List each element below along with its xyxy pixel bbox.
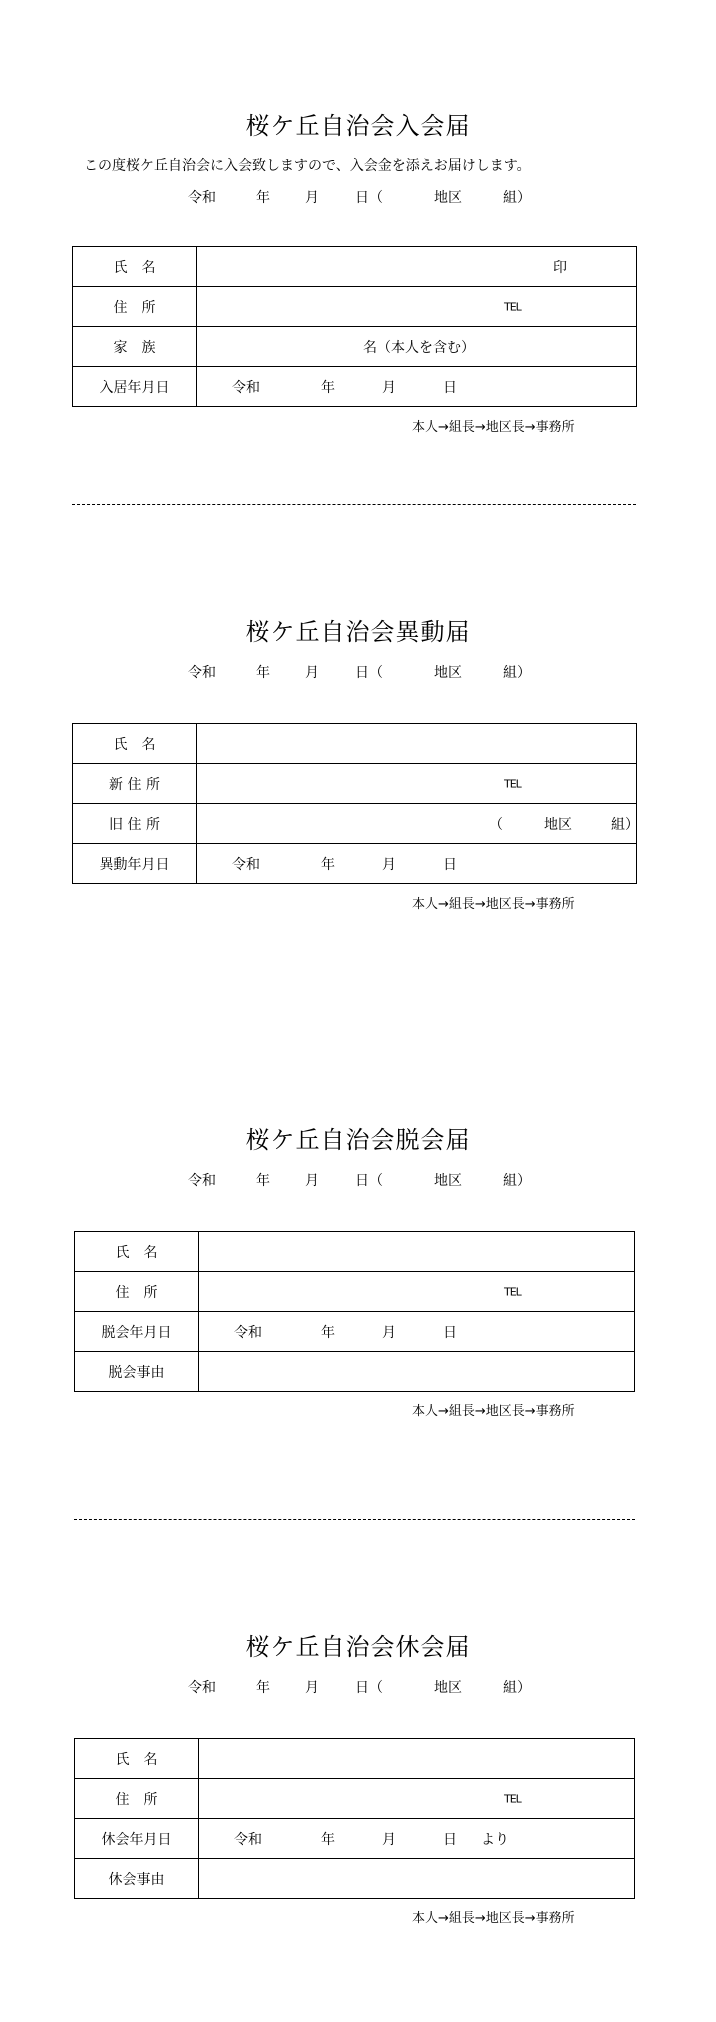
- change-table: [72, 723, 637, 884]
- date-year: 年: [321, 1324, 335, 1341]
- dateline-year: 年: [256, 1173, 270, 1189]
- dateline-month: 月: [305, 665, 319, 681]
- address-field[interactable]: [197, 287, 637, 327]
- dateline-year: 年: [256, 1680, 270, 1696]
- change-date-label: 異動年月日: [73, 844, 197, 884]
- dateline-day: 日（: [355, 665, 383, 681]
- suspend-reason-label: 休会事由: [75, 1859, 199, 1899]
- address-label: 住 所: [75, 1272, 199, 1312]
- new-address-label: 新 住 所: [73, 764, 197, 804]
- table-row: [75, 1739, 635, 1779]
- change-routing-note: 本人→組長→地区長→事務所: [412, 897, 575, 912]
- dateline-day: 日（: [355, 1173, 383, 1189]
- table-row: [75, 1819, 635, 1859]
- name-field[interactable]: [197, 724, 637, 764]
- dateline-year: 年: [256, 190, 270, 206]
- tel-label: TEL: [504, 300, 521, 313]
- address-label: 住 所: [75, 1779, 199, 1819]
- dateline-year: 年: [256, 665, 270, 681]
- suspend-routing-note: 本人→組長→地区長→事務所: [412, 1911, 575, 1926]
- date-month: 月: [382, 856, 396, 873]
- leave-date-field[interactable]: [199, 1312, 635, 1352]
- cut-line: [74, 1519, 635, 1520]
- table-row: [75, 1779, 635, 1819]
- table-row: [73, 287, 637, 327]
- table-row: [75, 1352, 635, 1392]
- seal-mark: 印: [553, 259, 567, 276]
- suspend-date-field[interactable]: [199, 1819, 635, 1859]
- date-day: 日: [443, 379, 457, 396]
- join-table: [72, 246, 637, 407]
- old-address-open-paren: （: [489, 816, 503, 833]
- address-label: 住 所: [73, 287, 197, 327]
- dateline-district: 地区: [434, 1680, 462, 1696]
- suspend-reason-field[interactable]: [199, 1859, 635, 1899]
- suspend-date-label: 休会年月日: [75, 1819, 199, 1859]
- cut-line: [72, 504, 636, 505]
- date-day: 日: [443, 1324, 457, 1341]
- date-day: 日: [443, 1831, 457, 1848]
- date-month: 月: [382, 1831, 396, 1848]
- date-year: 年: [321, 1831, 335, 1848]
- table-row: [73, 724, 637, 764]
- family-label: 家 族: [73, 327, 197, 367]
- tel-label: TEL: [504, 1792, 521, 1805]
- move-in-date-field[interactable]: [197, 367, 637, 407]
- leave-reason-label: 脱会事由: [75, 1352, 199, 1392]
- dateline-group: 組）: [503, 190, 531, 206]
- leave-form-title: 桜ケ丘自治会脱会届: [245, 1126, 471, 1154]
- table-row: [73, 247, 637, 287]
- table-row: [75, 1232, 635, 1272]
- dateline-district: 地区: [434, 665, 462, 681]
- leave-table: [74, 1231, 635, 1392]
- leave-date-label: 脱会年月日: [75, 1312, 199, 1352]
- new-address-field[interactable]: [197, 764, 637, 804]
- table-row: [75, 1312, 635, 1352]
- address-field[interactable]: [199, 1779, 635, 1819]
- suspend-table: [74, 1738, 635, 1899]
- date-year: 年: [321, 856, 335, 873]
- name-label: 氏 名: [73, 247, 197, 287]
- join-form-title: 桜ケ丘自治会入会届: [245, 112, 471, 140]
- name-field[interactable]: [199, 1739, 635, 1779]
- tel-label: TEL: [504, 1285, 521, 1298]
- date-year: 年: [321, 379, 335, 396]
- table-row: [75, 1272, 635, 1312]
- name-field[interactable]: [197, 247, 637, 287]
- table-row: [73, 844, 637, 884]
- change-date-field[interactable]: [197, 844, 637, 884]
- name-label: 氏 名: [75, 1739, 199, 1779]
- dateline-era: 令和: [188, 1680, 216, 1696]
- leave-routing-note: 本人→組長→地区長→事務所: [412, 1404, 575, 1419]
- move-in-date-label: 入居年月日: [73, 367, 197, 407]
- table-row: [75, 1859, 635, 1899]
- tel-label: TEL: [504, 777, 521, 790]
- date-day: 日: [443, 856, 457, 873]
- table-row: [73, 367, 637, 407]
- address-field[interactable]: [199, 1272, 635, 1312]
- old-address-group: 組）: [611, 816, 639, 833]
- old-address-field[interactable]: [197, 804, 637, 844]
- old-address-label: 旧 住 所: [73, 804, 197, 844]
- name-field[interactable]: [199, 1232, 635, 1272]
- dateline-group: 組）: [503, 1680, 531, 1696]
- date-from: より: [481, 1831, 509, 1848]
- date-month: 月: [382, 1324, 396, 1341]
- leave-reason-field[interactable]: [199, 1352, 635, 1392]
- suspend-form-title: 桜ケ丘自治会休会届: [245, 1633, 471, 1661]
- dateline-district: 地区: [434, 1173, 462, 1189]
- change-form-title: 桜ケ丘自治会異動届: [245, 618, 471, 646]
- name-label: 氏 名: [75, 1232, 199, 1272]
- date-era: 令和: [232, 856, 260, 873]
- date-era: 令和: [232, 379, 260, 396]
- date-era: 令和: [234, 1831, 262, 1848]
- dateline-day: 日（: [355, 1680, 383, 1696]
- table-row: [73, 804, 637, 844]
- old-address-district: 地区: [544, 816, 572, 833]
- dateline-month: 月: [305, 1173, 319, 1189]
- dateline-era: 令和: [188, 1173, 216, 1189]
- dateline-group: 組）: [503, 665, 531, 681]
- dateline-day: 日（: [355, 190, 383, 206]
- dateline-group: 組）: [503, 1173, 531, 1189]
- join-routing-note: 本人→組長→地区長→事務所: [412, 420, 575, 435]
- date-month: 月: [382, 379, 396, 396]
- table-row: [73, 327, 637, 367]
- dateline-district: 地区: [434, 190, 462, 206]
- family-count-text: 名（本人を含む）: [363, 339, 475, 356]
- dateline-era: 令和: [188, 665, 216, 681]
- date-era: 令和: [234, 1324, 262, 1341]
- table-row: [73, 764, 637, 804]
- dateline-era: 令和: [188, 190, 216, 206]
- family-field[interactable]: [197, 327, 637, 367]
- name-label: 氏 名: [73, 724, 197, 764]
- dateline-month: 月: [305, 1680, 319, 1696]
- join-intro-text: この度桜ケ丘自治会に入会致しますので、入会金を添えお届けします。: [84, 158, 531, 174]
- dateline-month: 月: [305, 190, 319, 206]
